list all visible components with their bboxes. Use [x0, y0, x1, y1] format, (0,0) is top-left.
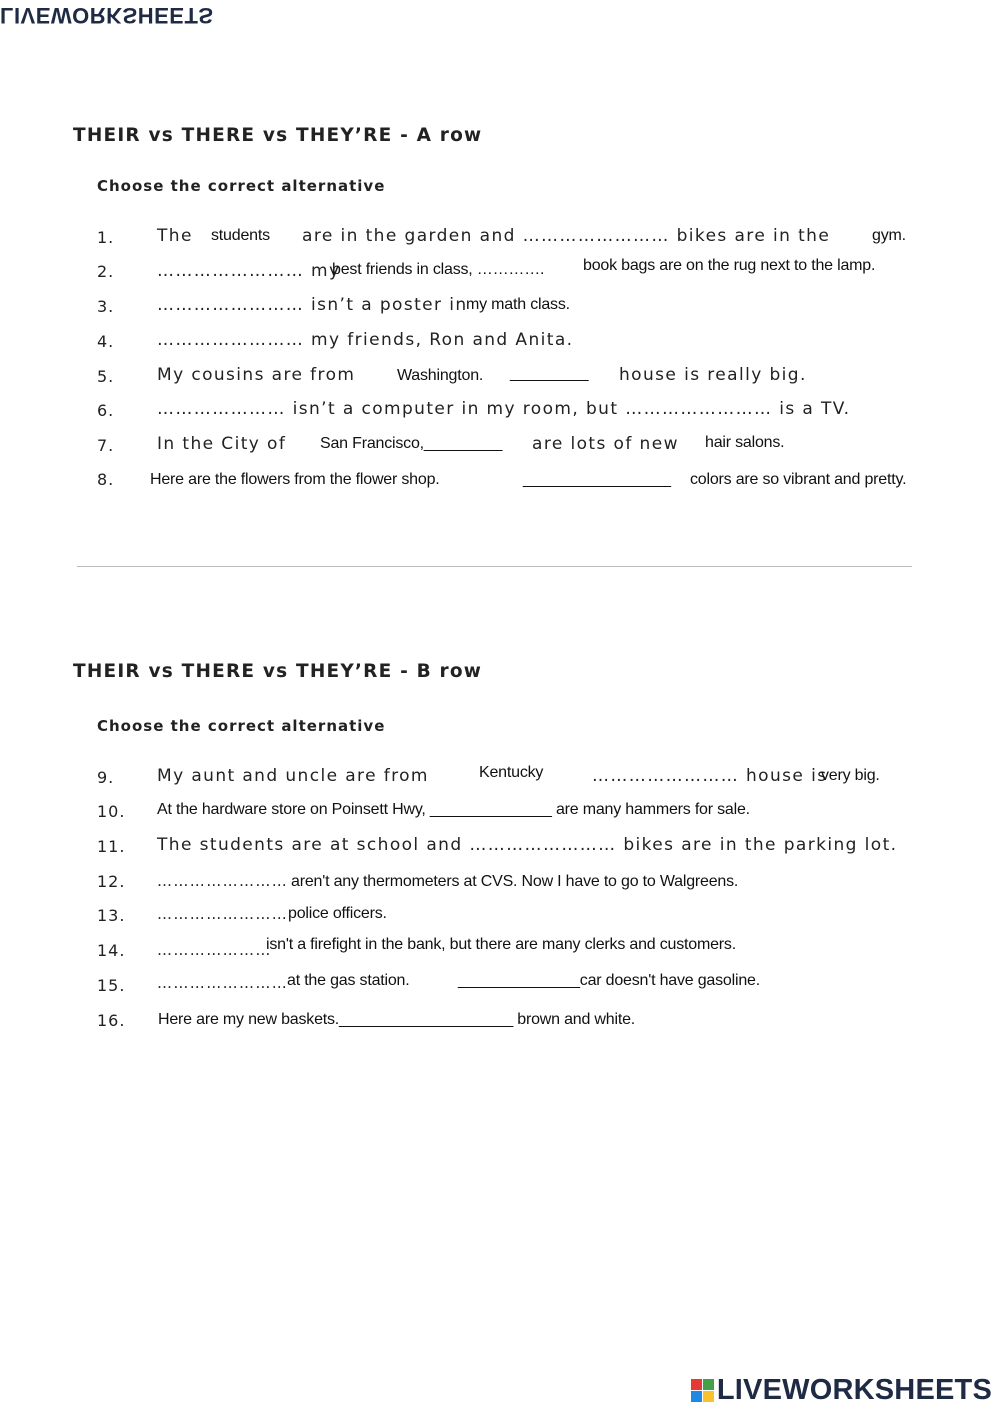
watermark-logo-mirrored: LIVEWORKSHEETS	[0, 3, 214, 28]
question-text: …………………… my friends, Ron and Anita.	[157, 330, 574, 350]
answer-field[interactable]: ______________car doesn't have gasoline.	[458, 972, 760, 989]
answer-field[interactable]: isn't a firefight in the bank, but there are many clerks and customers.	[266, 936, 736, 953]
item-number: 11.	[97, 837, 126, 856]
answer-field[interactable]: police officers.	[288, 905, 387, 922]
answer-field[interactable]: hair salons.	[705, 434, 785, 451]
section-a-title: THEIR vs THERE vs THEY’RE - A row	[73, 125, 483, 146]
item-number: 8.	[97, 470, 115, 489]
item-number: 4.	[97, 332, 115, 351]
item-number: 14.	[97, 941, 126, 960]
item-number: 9.	[97, 768, 115, 787]
question-text: …………………… isn’t a poster in	[157, 295, 468, 315]
question-text: …………………… house is	[592, 766, 828, 786]
blank-field[interactable]: _________	[510, 365, 589, 382]
logo-cube	[691, 1391, 702, 1402]
question-text: house is really big.	[619, 365, 807, 385]
question-text: In the City of	[157, 434, 287, 454]
answer-field[interactable]: Washington.	[397, 367, 484, 384]
question-text: …………………… my	[157, 261, 341, 281]
item-number: 12.	[97, 872, 126, 891]
item-number: 10.	[97, 802, 126, 821]
liveworksheets-logo	[691, 1374, 992, 1407]
blank-field[interactable]: _________________	[523, 471, 671, 488]
answer-field[interactable]: San Francisco,_________	[320, 435, 503, 452]
item-number: 3.	[97, 297, 115, 316]
question-text: are lots of new	[532, 434, 679, 454]
section-b-instruction: Choose the correct alternative	[97, 717, 386, 735]
logo-cube	[703, 1391, 714, 1402]
question-text: My cousins are from	[157, 365, 356, 385]
logo-cube	[703, 1379, 714, 1390]
answer-field[interactable]: aren't any thermometers at CVS. Now I have to go to Walgreens.	[291, 873, 739, 890]
answer-field[interactable]: Kentucky	[479, 764, 544, 781]
question-text: …………………	[157, 941, 272, 959]
item-number: 13.	[97, 906, 126, 925]
item-number: 6.	[97, 401, 115, 420]
question-text: ……………………	[157, 872, 289, 890]
item-number: 5.	[97, 367, 115, 386]
item-number: 15.	[97, 976, 126, 995]
question-text: The	[157, 226, 193, 246]
answer-field[interactable]: students	[211, 227, 270, 244]
item-number: 7.	[97, 436, 115, 455]
logo-cube	[691, 1379, 702, 1390]
section-a-instruction: Choose the correct alternative	[97, 177, 386, 195]
answer-field[interactable]: gym.	[872, 227, 906, 244]
logo-cubes-icon	[691, 1379, 714, 1402]
answer-field[interactable]: best friends in class, ………….	[332, 261, 545, 278]
answer-field[interactable]: at the gas station.	[287, 972, 410, 989]
question-text: My aunt and uncle are from	[157, 766, 429, 786]
answer-field[interactable]: very big.	[821, 767, 880, 784]
question-text: ………………… isn’t a computer in my room, but …………………… is a TV.	[157, 399, 851, 419]
logo-wordmark: LIVEWORKSHEETS	[716, 1374, 992, 1406]
answer-field[interactable]: colors are so vibrant and pretty.	[690, 471, 907, 488]
question-text: ……………………	[157, 974, 289, 992]
question-text: ……………………	[157, 905, 289, 923]
answer-field[interactable]: Here are the flowers from the flower shop.	[150, 471, 440, 488]
answer-field[interactable]: At the hardware store on Poinsett Hwy, ______________ are many hammers for sale.	[157, 801, 750, 818]
section-b-title: THEIR vs THERE vs THEY’RE - B row	[73, 661, 483, 682]
section-divider	[77, 566, 912, 567]
item-number: 2.	[97, 262, 115, 281]
answer-field[interactable]: my math class.	[466, 296, 570, 313]
answer-field[interactable]: book bags are on the rug next to the lamp.	[583, 257, 876, 274]
question-text: are in the garden and …………………… bikes are in the	[302, 226, 831, 246]
item-number: 1.	[97, 228, 115, 247]
answer-field[interactable]: Here are my new baskets.____________________ brown and white.	[158, 1011, 636, 1028]
question-text: The students are at school and …………………… bikes are in the parking lot.	[157, 835, 898, 855]
item-number: 16.	[97, 1011, 126, 1030]
